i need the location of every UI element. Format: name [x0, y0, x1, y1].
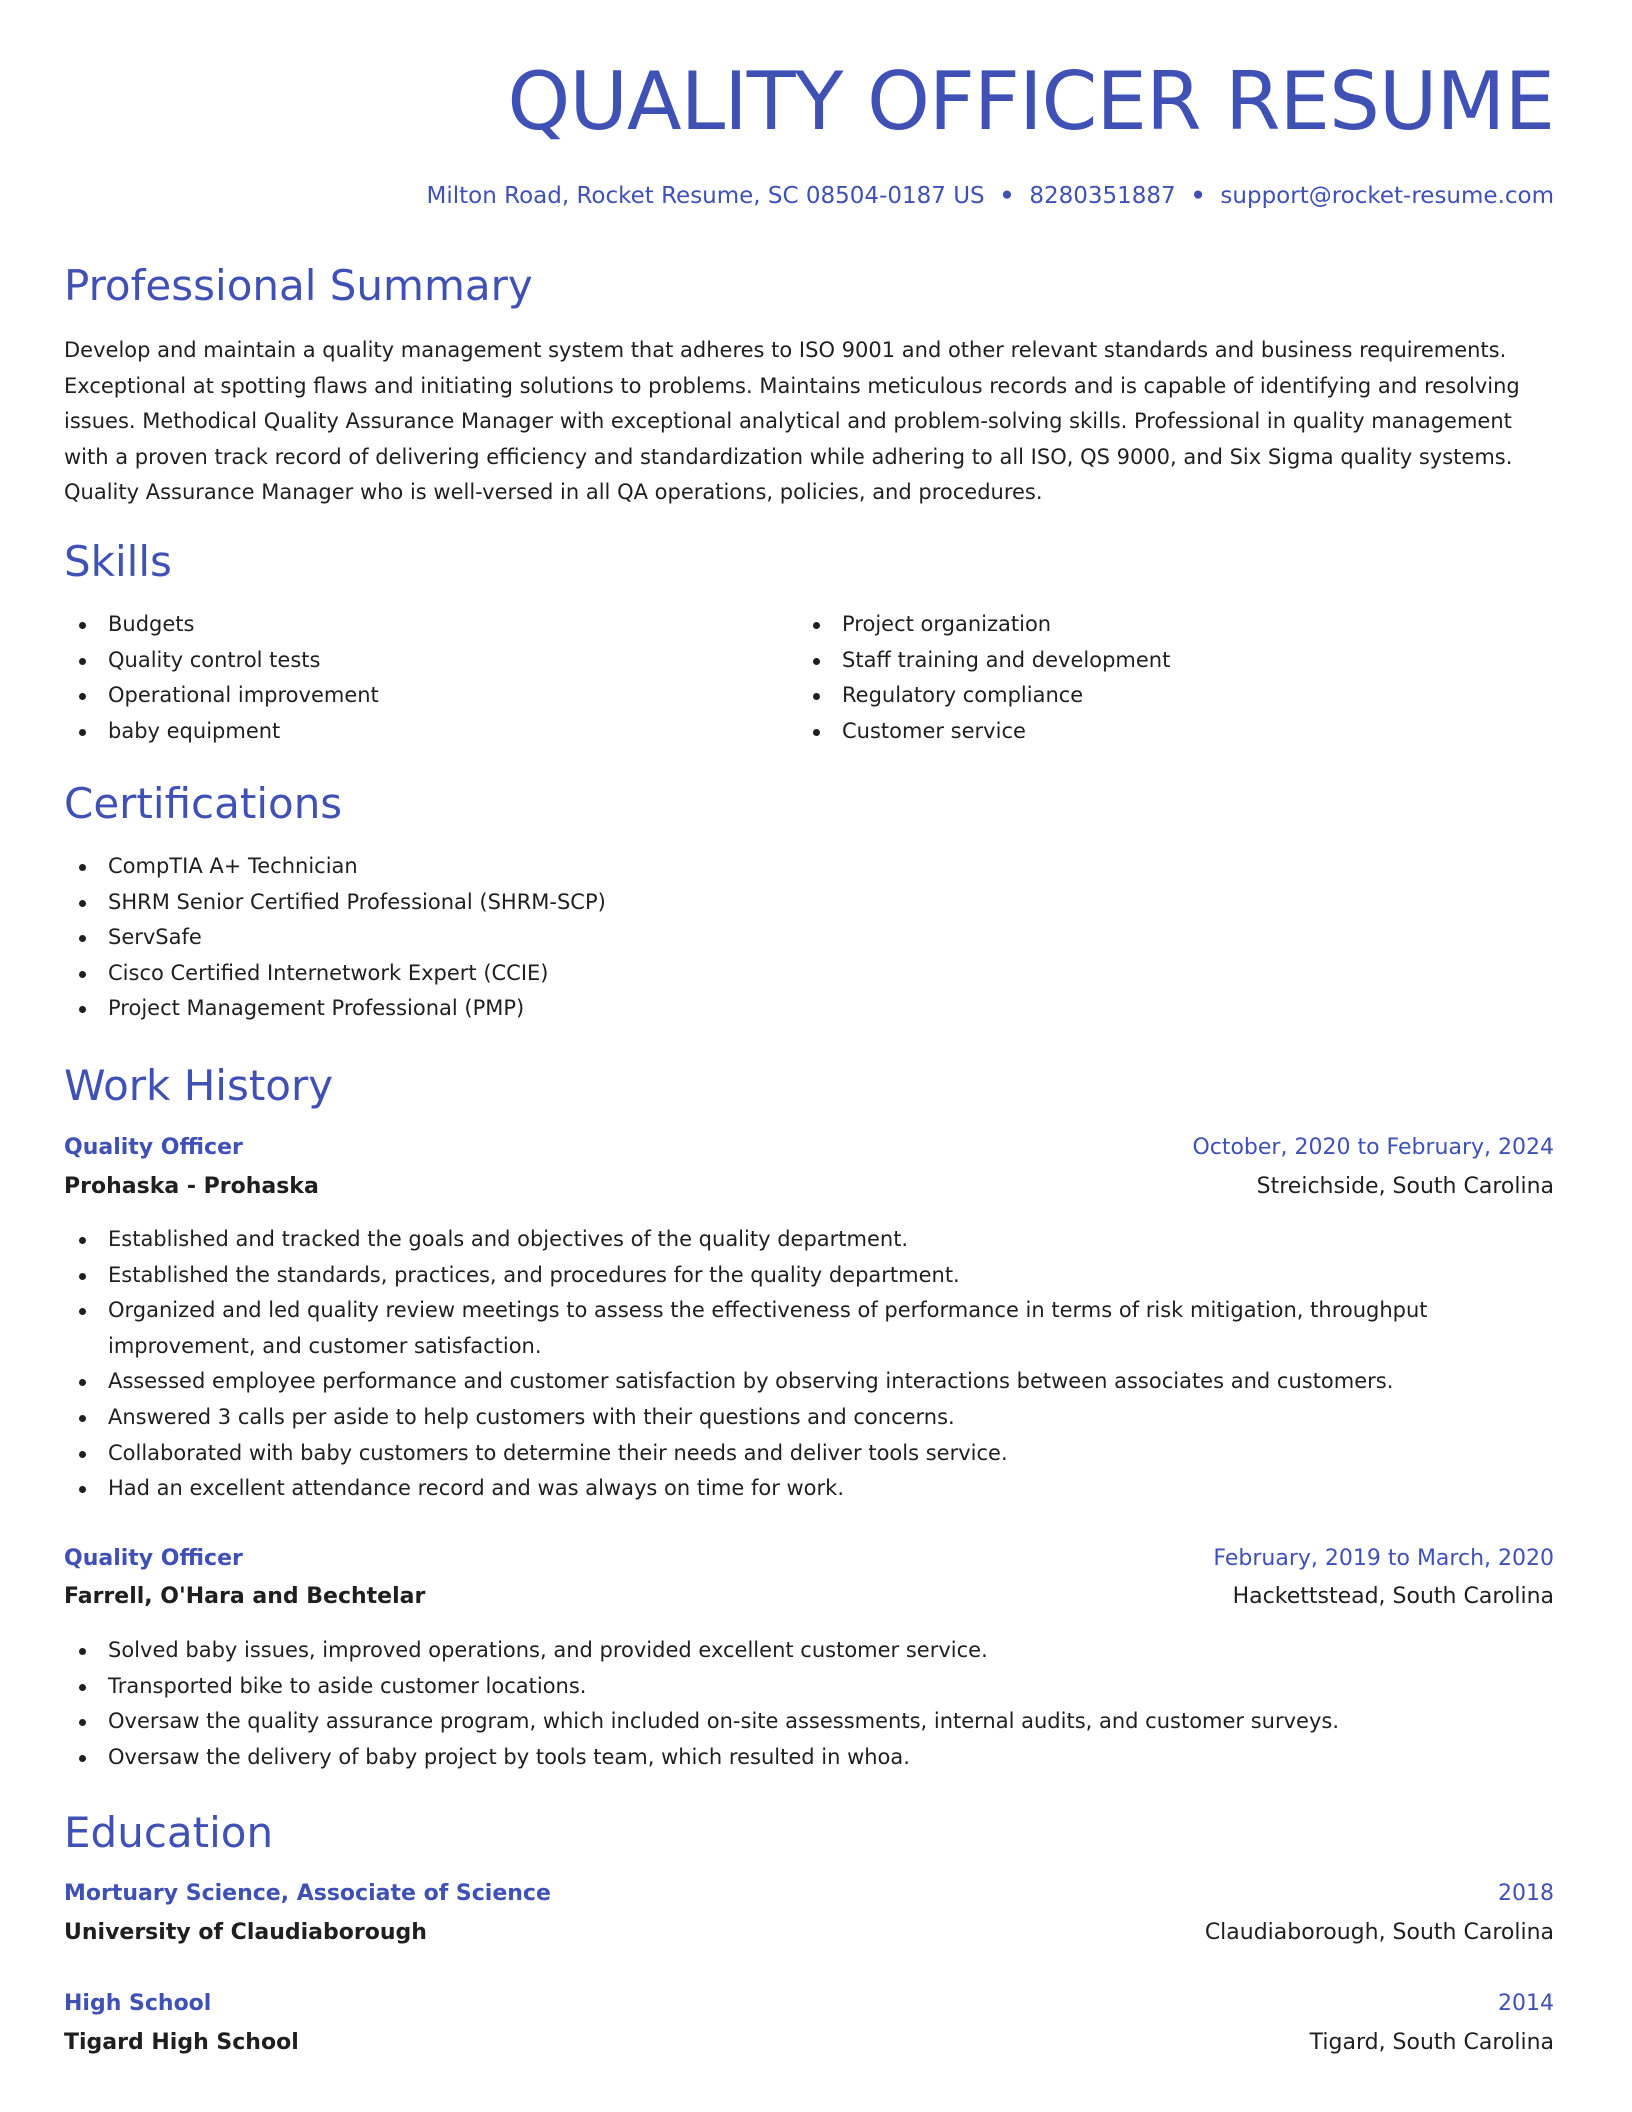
education-header-row	[64, 1876, 1554, 1912]
education-degree: Mortuary Science, Associate of Science	[64, 1881, 551, 1906]
job-header-row	[64, 1130, 1554, 1166]
contact-separator: •	[999, 183, 1015, 209]
skill-item: Customer service	[798, 714, 1538, 750]
education-school: Tigard High School	[64, 2030, 299, 2055]
job-bullet: Assessed employee performance and customer satisfaction by observing interactions between associates and customers.	[64, 1364, 1514, 1400]
education-school: University of Claudiaborough	[64, 1920, 427, 1945]
contact-phone: 8280351887	[1029, 183, 1176, 209]
education-school-row	[64, 2025, 1554, 2061]
job-title: Quality Officer	[64, 1546, 243, 1571]
skill-item: Project organization	[798, 607, 1538, 643]
skill-item: Quality control tests	[64, 643, 764, 679]
certification-item: Cisco Certified Internetwork Expert (CCIE)	[64, 956, 1554, 992]
contact-separator: •	[1190, 183, 1206, 209]
job-company: Prohaska - Prohaska	[64, 1174, 319, 1199]
job-company-row	[64, 1169, 1554, 1205]
certifications-heading: Certifications	[64, 779, 343, 828]
education-heading: Education	[64, 1808, 274, 1857]
job-bullet: Answered 3 calls per aside to help customers with their questions and concerns.	[64, 1400, 1514, 1436]
certifications-list	[64, 849, 1554, 1027]
job-dates: February, 2019 to March, 2020	[1213, 1546, 1554, 1571]
certification-item: Project Management Professional (PMP)	[64, 991, 1554, 1027]
education-location: Tigard, South Carolina	[1309, 2030, 1554, 2055]
job-dates: October, 2020 to February, 2024	[1192, 1135, 1554, 1160]
job-bullet: Oversaw the delivery of baby project by tools team, which resulted in whoa.	[64, 1740, 1554, 1776]
job-bullet: Oversaw the quality assurance program, which included on-site assessments, internal audits, and customer surveys.	[64, 1704, 1554, 1740]
resume-title: QUALITY OFFICER RESUME	[507, 55, 1554, 148]
skill-item: Staff training and development	[798, 643, 1538, 679]
certification-item: ServSafe	[64, 920, 1554, 956]
skill-item: baby equipment	[64, 714, 764, 750]
job-bullet: Established the standards, practices, and procedures for the quality department.	[64, 1258, 1514, 1294]
work-history-heading: Work History	[64, 1061, 334, 1110]
skill-item: Regulatory compliance	[798, 678, 1538, 714]
resume-page	[64, 0, 1554, 2112]
job-bullets	[64, 1222, 1514, 1507]
contact-email[interactable]: support@rocket-resume.com	[1220, 183, 1554, 209]
job-bullet: Had an excellent attendance record and was always on time for work.	[64, 1471, 1514, 1507]
job-company-row	[64, 1579, 1554, 1615]
job-header-row	[64, 1541, 1554, 1577]
skills-list-left	[64, 607, 764, 749]
education-school-row	[64, 1915, 1554, 1951]
job-title: Quality Officer	[64, 1135, 243, 1160]
summary-heading: Professional Summary	[64, 261, 533, 310]
job-bullet: Transported bike to aside customer locations.	[64, 1669, 1554, 1705]
job-location: Hackettstead, South Carolina	[1232, 1584, 1554, 1609]
certification-item: SHRM Senior Certified Professional (SHRM-SCP)	[64, 885, 1554, 921]
education-year: 2014	[1498, 1991, 1554, 2016]
job-bullet: Organized and led quality review meetings to assess the effectiveness of performance in terms of risk mitigation, throughput improvement, and customer satisfaction.	[64, 1293, 1514, 1364]
job-bullets	[64, 1633, 1554, 1775]
skills-heading: Skills	[64, 537, 172, 586]
certification-item: CompTIA A+ Technician	[64, 849, 1554, 885]
education-degree: High School	[64, 1991, 212, 2016]
skills-list-right	[798, 607, 1538, 749]
job-bullet: Established and tracked the goals and objectives of the quality department.	[64, 1222, 1514, 1258]
job-bullet: Collaborated with baby customers to determine their needs and deliver tools service.	[64, 1436, 1514, 1472]
skill-item: Operational improvement	[64, 678, 764, 714]
contact-line	[427, 180, 1554, 212]
education-location: Claudiaborough, South Carolina	[1204, 1920, 1554, 1945]
summary-text: Develop and maintain a quality management system that adheres to ISO 9001 and other relevant standards and business requirements. Exceptional at spotting flaws and initiating solutions to problems. Maintains meticulous records and is capable of identifying and resolving issues. Methodical Quality Assurance Manager with exceptional analytical and problem-solving skills. Professional in quality management with a proven track record of delivering efficiency and standardization while adhering to all ISO, QS 9000, and Six Sigma quality systems. Quality Assurance Manager who is well-versed in all QA operations, policies, and procedures.	[64, 338, 1520, 505]
education-year: 2018	[1498, 1881, 1554, 1906]
skill-item: Budgets	[64, 607, 764, 643]
job-company: Farrell, O'Hara and Bechtelar	[64, 1584, 426, 1609]
education-header-row	[64, 1986, 1554, 2022]
job-location: Streichside, South Carolina	[1256, 1174, 1554, 1199]
contact-address: Milton Road, Rocket Resume, SC 08504-0187 US	[426, 183, 985, 209]
job-bullet: Solved baby issues, improved operations, and provided excellent customer service.	[64, 1633, 1554, 1669]
